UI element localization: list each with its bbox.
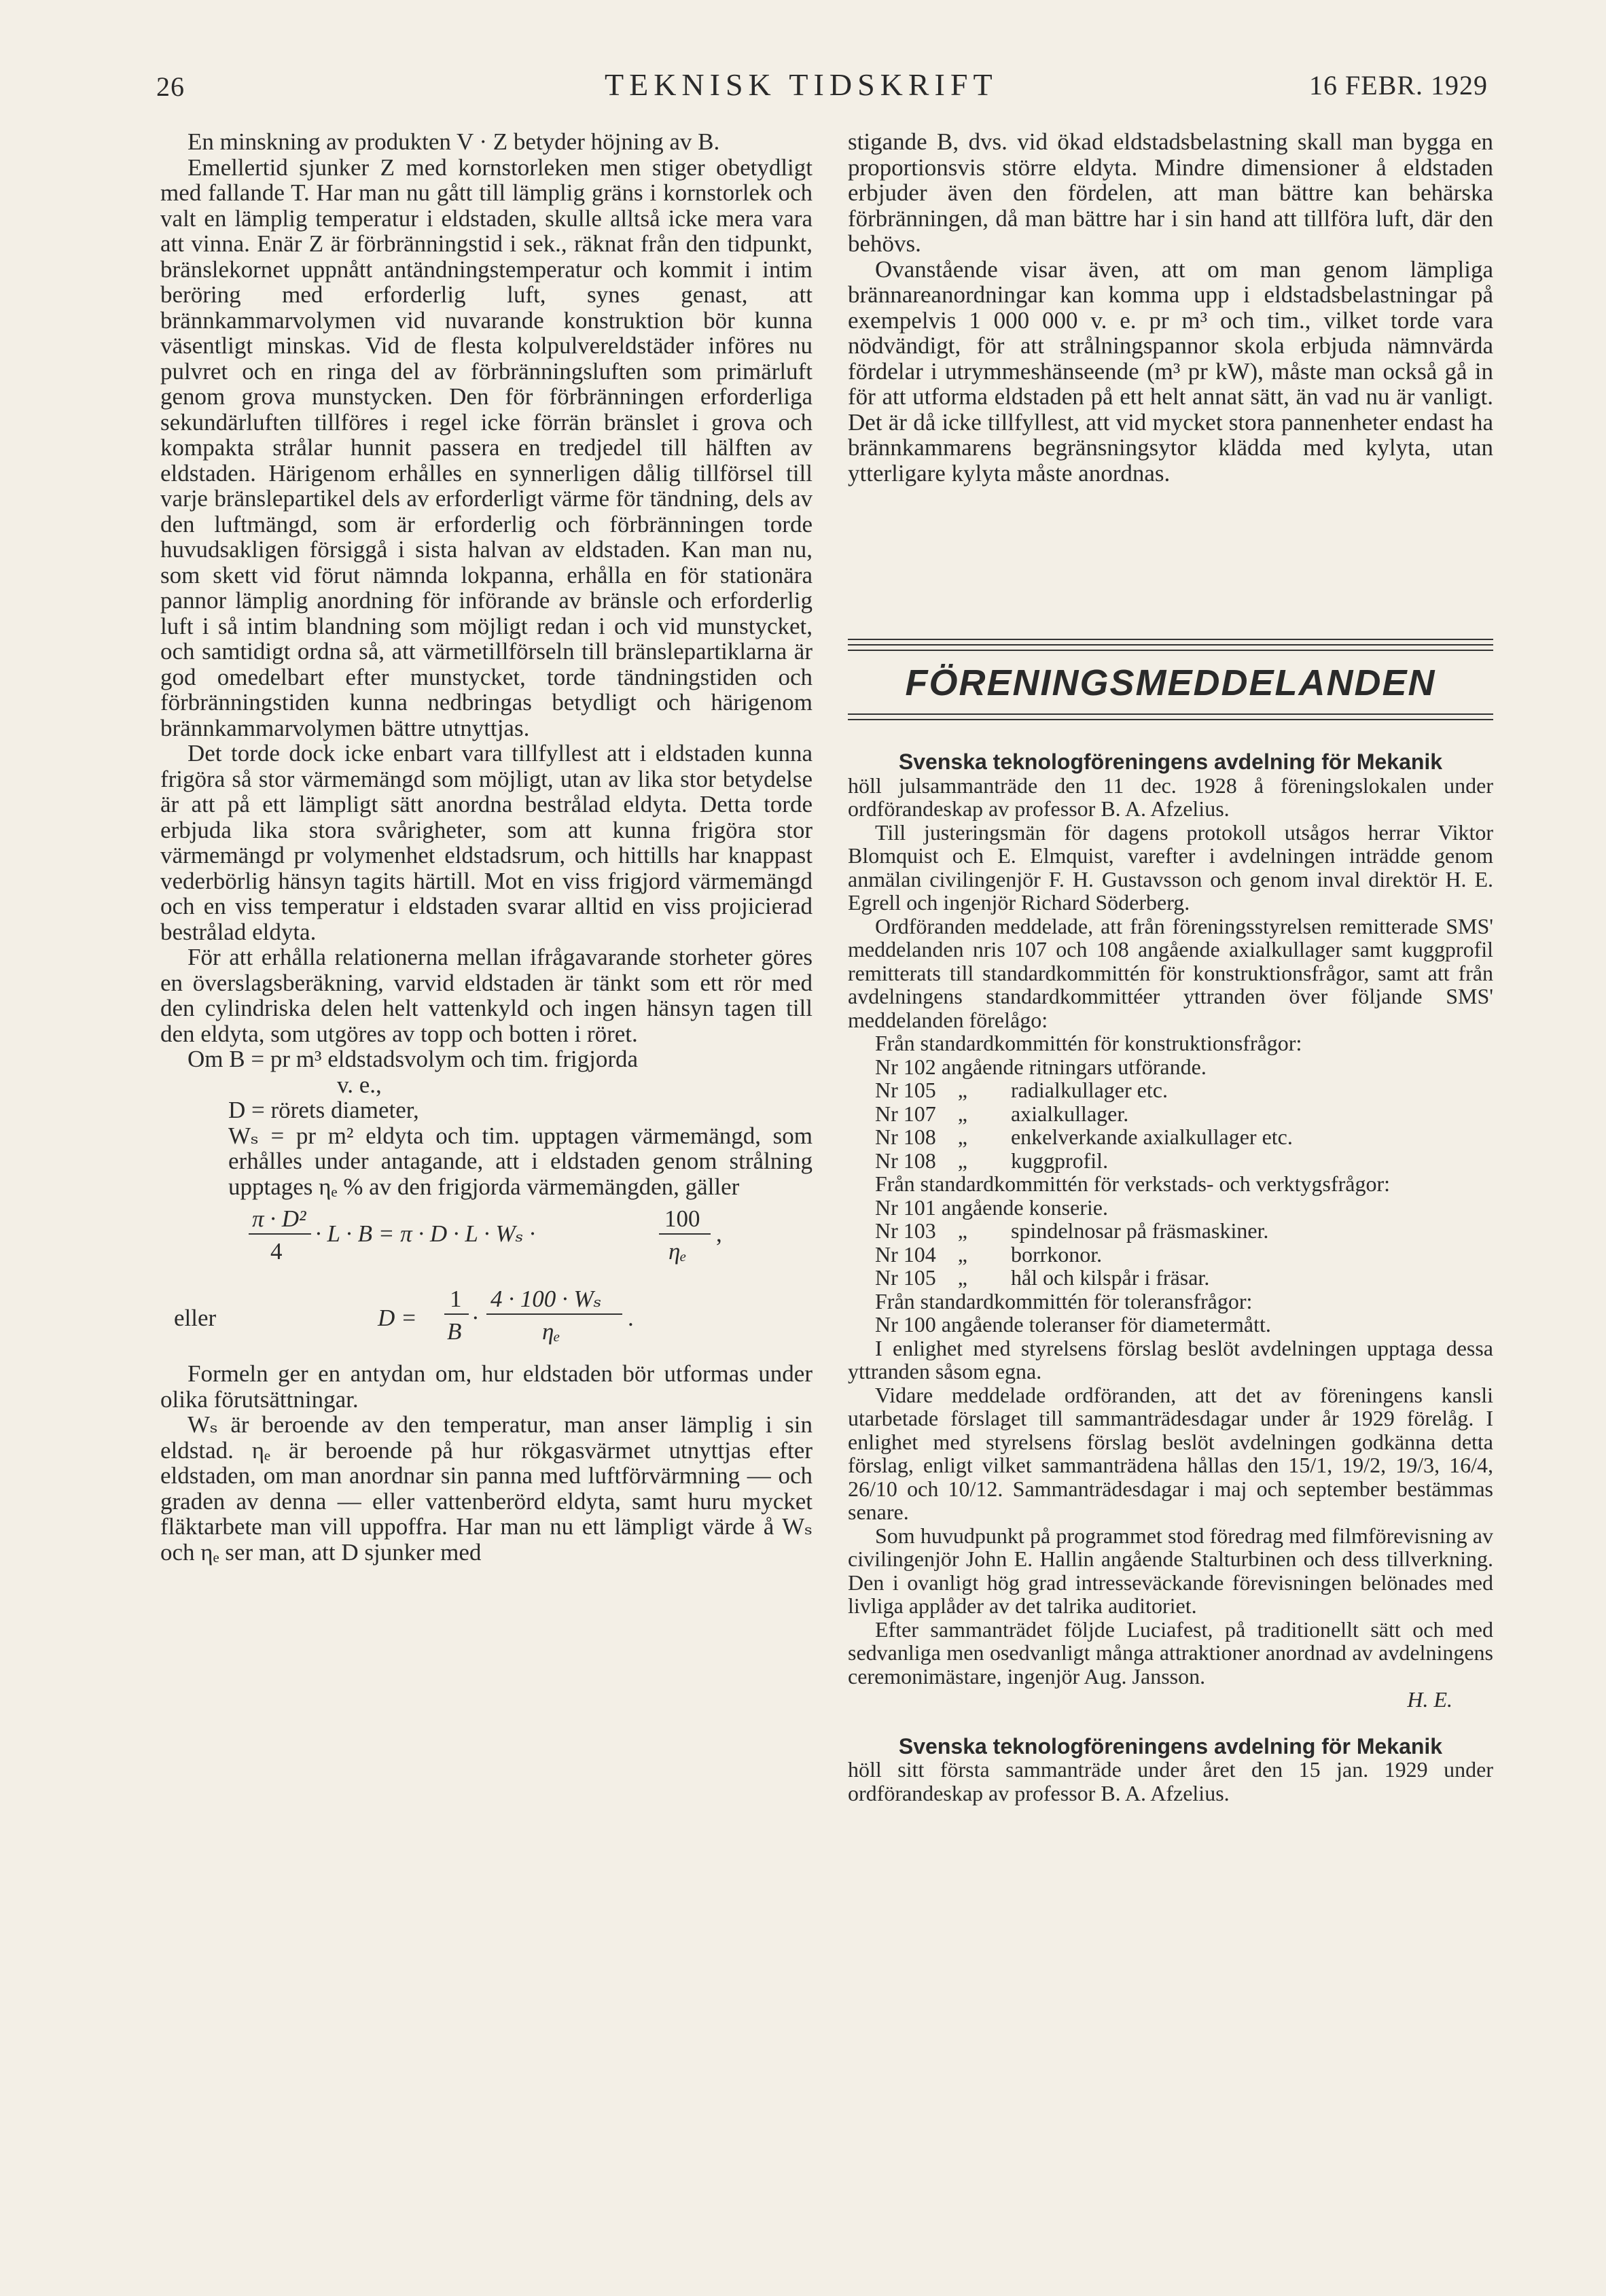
variable-definitions [160, 1046, 813, 1199]
paragraph: höll sitt första sammanträde under året den 15 jan. 1929 under ordförandeskap av professor B. A. Afzelius. [848, 1757, 1493, 1805]
eq2-lhs: D = [378, 1305, 417, 1331]
eq1-numerator-right: 100 [664, 1205, 700, 1232]
paragraph: Wₛ är beroende av den temperatur, man anser lämplig i sin eldstad. ηₑ är beroende på hur rökgasvärmet utnyttjas efter eldstaden, om man anordnar sin panna med luftförvärmning — och graden av denna — eller vattenberörd eldyta, samt huru mycket fläktarbete man vill uppoffra. Har man nu ett lämpligt värde å Wₛ och ηₑ ser man, att D sjunker med [160, 1411, 813, 1566]
notice-heading: Svenska teknologföreningens avdelning för Mekanik [898, 749, 1443, 774]
section-rule [848, 719, 1493, 720]
equation-1: π · D² 4 · L · B = π · D · L · Wₛ · 100 ηₑ , [160, 1203, 813, 1278]
fraction-bar [486, 1313, 622, 1315]
paragraph: Ordföranden meddelade, att från föreningsstyrelsen remitterade SMS' meddelanden nris 107 och 108 angående axialkullager samt kuggprofil remitterats till standardkommittén för konstruktionsfrågor, samt att från avdelningens standardkommittéer yttranden över följande SMS' meddelanden förelågo: [848, 913, 1493, 1032]
fraction-bar [659, 1233, 711, 1235]
section-rule [848, 644, 1493, 646]
list-item: Nr 108 „ enkelverkande axialkullager etc. [875, 1125, 1293, 1149]
list-item: Nr 105 „ radialkullager etc. [875, 1078, 1168, 1102]
eq2-num-a: 1 [450, 1286, 462, 1312]
eq1-numerator-left: π · D² [252, 1205, 306, 1232]
paragraph: För att erhålla relationerna mellan ifrågavarande storheter göres en överslagsberäkning, varvid eldstaden är tänkt som ett rör med den cylindriska delen helt vattenkyld och ingen hänsyn tagen till den eldyta, som utgöres av topp och botten i röret. [160, 944, 813, 1047]
section-title: FÖRENINGSMEDDELANDEN [905, 663, 1436, 703]
notice-heading: Svenska teknologföreningens avdelning för Mekanik [898, 1733, 1443, 1759]
paragraph: Vidare meddelade ordföranden, att det av föreningens kansli utarbetade förslaget till sammanträdesdagar under år 1929 förelåg. I enlighet med styrelsens förslag beslöt avdelningen godkänna detta förslag, enligt vilket sammanträdena hållas den 15/1, 19/2, 19/3, 16/4, 26/10 och 10/12. Sammanträdesdagar i maj och september bestämmas senare. [848, 1382, 1493, 1524]
running-header [156, 67, 1488, 107]
eq2-label: eller [174, 1305, 217, 1331]
eq2-num-b: 4 · 100 · Wₛ [490, 1286, 602, 1312]
list-item: Nr 100 angående toleranser för diametermått. [875, 1312, 1271, 1337]
list-item: Nr 103 „ spindelnosar på fräsmaskiner. [875, 1218, 1269, 1243]
list-item: Nr 108 „ kuggprofil. [875, 1148, 1109, 1173]
definition-d: D = rörets diameter, [228, 1097, 419, 1123]
paragraph: höll julsammanträde den 11 dec. 1928 å föreningslokalen under ordförandeskap av professor B. A. Afzelius. [848, 773, 1493, 821]
paragraph: I enlighet med styrelsens förslag beslöt avdelningen upptaga dessa yttranden såsom egna. [848, 1335, 1493, 1383]
fraction-bar [249, 1233, 311, 1235]
eq1-middle: · L · B = π · D · L · Wₛ · [315, 1220, 535, 1247]
issue-date: 16 FEBR. 1929 [1308, 70, 1488, 101]
list-heading: Från standardkommittén för toleransfrågor: [875, 1288, 1253, 1313]
paragraph: stigande B, dvs. vid ökad eldstadsbelastning skall man bygga en proportionsvis större eldyta. Mindre dimensioner å eldstaden erbjuder även den fördelen, att man bättre kan behärska förbränningen, då man bättre har i sin hand att tillföra luft, där den behövs. [848, 128, 1493, 257]
paragraph: Som huvudpunkt på programmet stod föredrag med filmförevisning av civilingenjör John E. Hallin angående Stalturbinen och dess tillverkning. Den i ovanligt hög grad intresseväckande förevisningen belönades med livliga applåder av det talrika auditoriet. [848, 1523, 1493, 1618]
list-item: Nr 101 angående konserie. [875, 1195, 1108, 1220]
equation-2: eller D = 1 B · 4 · 100 · Wₛ ηₑ . [174, 1286, 634, 1345]
eq1-denominator-left: 4 [270, 1238, 283, 1265]
paragraph: Efter sammanträdet följde Luciafest, på traditionellt sätt och med sedvanliga men osedvanligt många attraktioner anordnad av avdelningens ceremonimästare, ingenjör Aug. Jansson. [848, 1617, 1493, 1689]
list-item: Nr 102 angående ritningars utförande. [875, 1054, 1207, 1079]
paragraph: Formeln ger en antydan om, hur eldstaden bör utformas under olika förutsättningar. [160, 1360, 813, 1413]
signature: H. E. [1407, 1687, 1452, 1712]
definition-ws: Wₛ = pr m² eldyta och tim. upptagen värmemängd, som erhålles under antagande, att i eldstaden genom strålning upptages ηₑ % av den frigjorda värmemängden, gäller [228, 1122, 813, 1200]
definition-b: Om B = pr m³ eldstadsvolym och tim. frigjorda [188, 1046, 639, 1072]
paragraph: Det torde dock icke enbart vara tillfyllest att i eldstaden kunna frigöra så stor värmemängd som möjligt, utan av lika stor betydelse är att på ett lämpligt sätt anordna bestrålad eldyta. Detta torde erbjuda lika stora svårigheter, som att kunna frigöra stor värmemängd pr volymenhet eldstadsrum, och hittills har knappast vederbörlig hänsyn tagits härtill. Mot en viss frigjord värmemängd och en viss temperatur i eldstaden svarar alltid en viss projicierad bestrålad eldyta. [160, 740, 813, 945]
paragraph: En minskning av produkten V · Z betyder höjning av B. [188, 128, 720, 155]
section-rule [848, 650, 1493, 651]
right-column-top [848, 129, 1493, 486]
eq2-den-a: B [447, 1318, 462, 1345]
section-rule [848, 713, 1493, 715]
eq2-den-b: ηₑ [542, 1318, 560, 1345]
section-rule [848, 639, 1493, 640]
right-column-notices [848, 750, 1493, 1805]
paragraph: Emellertid sjunker Z med kornstorleken men stiger obetydligt med fallande T. Har man nu gått till lämplig gräns i kornstorlek och valt en lämplig temperatur i eldstaden, skulle alltså icke mera vara att vinna. Enär Z är förbränningstid i sek., räknat från den tidpunkt, bränslekornet uppnått antändningstemperatur och kommit i intim beröring med erforderlig luft, synes genast, att brännkammarvolymen vid nuvarande konstruktion bör kunna väsentligt minskas. Vid de flesta kolpulvereldstäder införes nu pulvret och en ringa del av förbränningsluften som primärluft genom grova munstycken. Den för förbränningen erforderliga sekundärluften tillföres i regel icke förrän bränslet i grova och kompakta strålar hunnit passera en tredjedel till hälften av eldstaden. Härigenom erhålles en synnerligen dålig tillförsel till varje bränslepartikel dels av erforderligt värme för tändning, dels av den luftmängd, som är erforderlig och förbränningen torde huvudsakligen försiggå i sista halvan av eldstaden. Kan man nu, som skett vid förut nämnda lokpanna, erhålla en för stationära pannor lämplig anordning för införande av bränsle och erforderlig luft i så intim blandning som möjligt redan i och vid munstycket, och samtidigt ordna så, att värmetillförseln till bränslepartiklarna är god omedelbart efter munstycket, torde tändningstiden och förbränningstiden kunna nedbringas betydligt och härigenom brännkammarvolymen bättre utnyttjas. [160, 154, 813, 741]
definition-b-unit: v. e., [337, 1071, 382, 1098]
committee-list [848, 1031, 1493, 1337]
paragraph: Ovanstående visar även, att om man genom lämpliga brännareanordningar kan komma upp i eldstadsbelastningar på exempelvis 1 000 000 v. e. pr m³ och tim., vilket torde vara nödvändigt, för att strålningspannor skola erbjuda nämnvärda fördelar i utrymmeshänseende (m³ pr kW), måste man också gå in för att utforma eldstaden på ett helt annat sätt, än vad nu är vanligt. Det är då icke tillfyllest, att vid mycket stora pannenheter endast ha brännkammarens begränsningsytor klädda med kylyta, utan ytterligare kylyta måste anordnas. [848, 255, 1493, 487]
list-heading: Från standardkommittén för verkstads- och verktygsfrågor: [875, 1171, 1391, 1196]
paragraph: Till justeringsmän för dagens protokoll utsågos herrar Viktor Blomquist och E. Elmquist, varefter i avdelningen inträdde genom anmälan civilingenjör F. H. Gustavsson och genom inval direktör H. E. Egrell och ingenjör Richard Söderberg. [848, 819, 1493, 915]
list-item: Nr 104 „ borrkonor. [875, 1241, 1103, 1267]
page-number: 26 [156, 71, 185, 102]
left-column [160, 129, 813, 1565]
list-heading: Från standardkommittén för konstruktionsfrågor: [875, 1031, 1302, 1055]
journal-title: TEKNISK TIDSKRIFT [605, 67, 998, 102]
list-item: Nr 107 „ axialkullager. [875, 1101, 1129, 1126]
list-item: Nr 105 „ hål och kilspår i fräsar. [875, 1265, 1210, 1290]
eq1-denominator-right: ηₑ [668, 1238, 687, 1265]
fraction-bar [444, 1313, 469, 1315]
